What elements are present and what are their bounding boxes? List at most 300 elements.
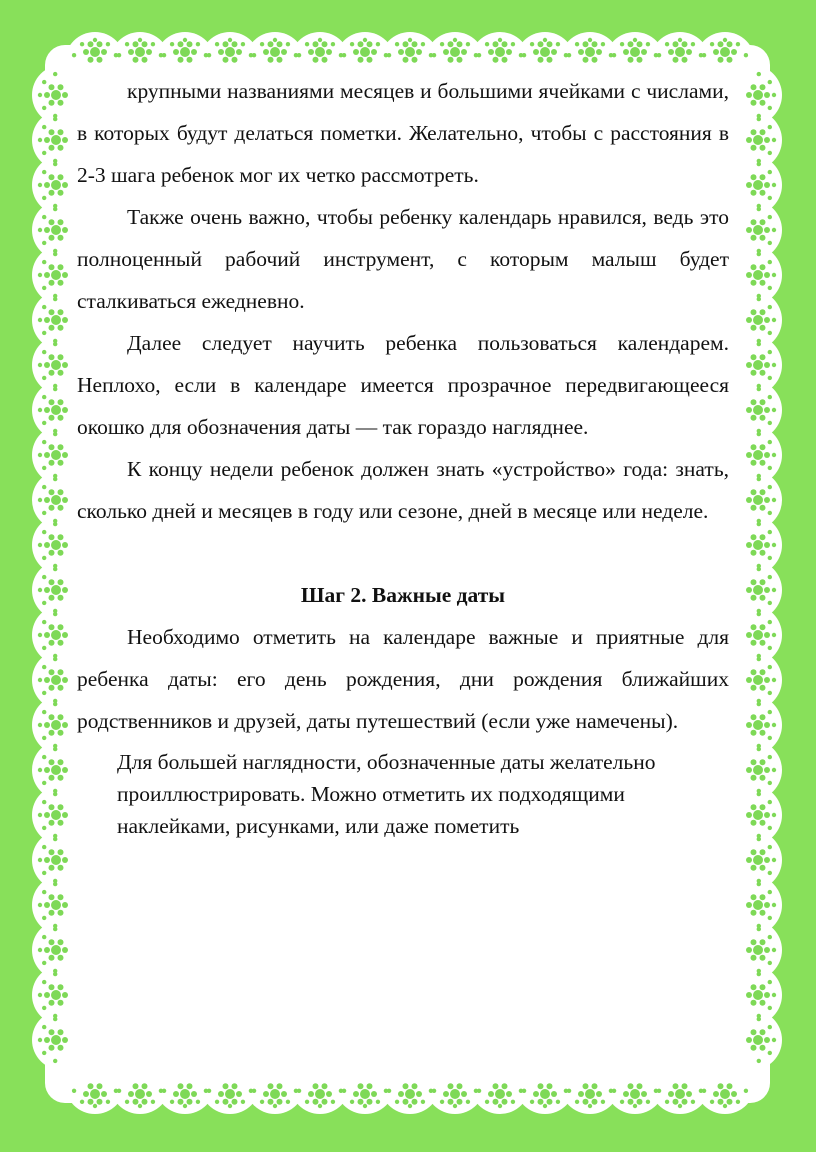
lace-dot: [511, 1100, 515, 1104]
lace-dot: [215, 1100, 219, 1104]
lace-dot: [772, 858, 776, 862]
lace-dot: [757, 747, 761, 751]
lace-dot: [768, 781, 772, 785]
lace-dot: [691, 1100, 695, 1104]
lace-dot: [772, 498, 776, 502]
lace-dot: [252, 53, 256, 57]
lace-dot: [768, 440, 772, 444]
lace-dot: [42, 736, 46, 740]
lace-dot: [768, 601, 772, 605]
lace-dot: [162, 1089, 166, 1093]
lace-dot: [522, 53, 526, 57]
lace-dot: [440, 42, 444, 46]
lace-dot: [42, 350, 46, 354]
lace-dot: [768, 395, 772, 399]
lace-dot: [42, 781, 46, 785]
lace-dot: [768, 106, 772, 110]
lace-dot: [772, 408, 776, 412]
lace-dot: [702, 1089, 706, 1093]
lace-dot: [286, 1100, 290, 1104]
lace-dot: [305, 1100, 309, 1104]
lace-dot: [768, 530, 772, 534]
lace-dot: [38, 723, 42, 727]
lace-dot: [723, 38, 727, 42]
lace-dot: [421, 1100, 425, 1104]
paragraph-child-likes: Также очень важно, чтобы ребенку календарь нравился, ведь это полноценный рабочий инструмент, с которым малыш будет сталкиваться ежедневно.: [77, 205, 729, 313]
lace-dot: [757, 1017, 761, 1021]
lace-dot: [38, 273, 42, 277]
lace-dot: [53, 477, 57, 481]
lace-dot: [93, 1104, 97, 1108]
lace-dot: [665, 1100, 669, 1104]
lace-dot: [80, 1100, 84, 1104]
lace-dot: [757, 297, 761, 301]
lace-dot: [453, 38, 457, 42]
lace-dot: [612, 1089, 616, 1093]
lace-dot: [702, 53, 706, 57]
lace-dot: [72, 53, 76, 57]
lace-dot: [768, 575, 772, 579]
lace-dot: [305, 42, 309, 46]
lace-dot: [772, 903, 776, 907]
lace-dot: [757, 387, 761, 391]
lace-dot: [252, 1089, 256, 1093]
lace-dot: [757, 837, 761, 841]
paragraph-important-dates: Необходимо отметить на календаре важные и приятные для ребенка даты: его день рождения, дни рождения ближайших родственников и друзей, даты путешествий (если уже намечены).: [77, 625, 729, 733]
lace-dot: [646, 42, 650, 46]
lace-dot: [757, 342, 761, 346]
lace-dot: [772, 813, 776, 817]
lace-dot: [768, 286, 772, 290]
lace-dot: [42, 485, 46, 489]
lace-dot: [331, 42, 335, 46]
lace-dot: [772, 543, 776, 547]
lace-dot: [387, 53, 391, 57]
lace-dot: [757, 162, 761, 166]
lace-dot: [757, 207, 761, 211]
lace-dot: [498, 1104, 502, 1108]
lace-dot: [757, 882, 761, 886]
lace-dot: [772, 318, 776, 322]
lace-dot: [772, 723, 776, 727]
lace-dot: [38, 543, 42, 547]
lace-dot: [646, 1100, 650, 1104]
lace-dot: [710, 1100, 714, 1104]
lace-dot: [453, 1104, 457, 1108]
lace-dot: [768, 350, 772, 354]
lace-dot: [53, 1059, 57, 1063]
lace-dot: [42, 170, 46, 174]
lace-dot: [768, 151, 772, 155]
lace-dot: [736, 42, 740, 46]
lace-dot: [38, 678, 42, 682]
lace-dot: [93, 38, 97, 42]
lace-dot: [331, 1100, 335, 1104]
lace-dot: [38, 768, 42, 772]
lace-dot: [138, 1104, 142, 1108]
lace-dot: [183, 38, 187, 42]
lace-dot: [42, 395, 46, 399]
lace-dot: [395, 42, 399, 46]
lace-dot: [42, 106, 46, 110]
lace-dot: [42, 286, 46, 290]
lace-dot: [228, 1104, 232, 1108]
lace-dot: [768, 170, 772, 174]
lace-dot: [42, 241, 46, 245]
lace-dot: [768, 260, 772, 264]
lace-dot: [273, 1104, 277, 1108]
lace-dot: [53, 657, 57, 661]
lace-dot: [543, 1104, 547, 1108]
lace-dot: [318, 38, 322, 42]
lace-dot: [228, 38, 232, 42]
lace-dot: [772, 678, 776, 682]
lace-dot: [757, 432, 761, 436]
lace-dot: [768, 845, 772, 849]
lace-dot: [42, 800, 46, 804]
lace-dot: [768, 241, 772, 245]
lace-dot: [42, 826, 46, 830]
lace-dot: [273, 38, 277, 42]
lace-dot: [768, 935, 772, 939]
lace-dot: [53, 72, 57, 76]
lace-dot: [772, 183, 776, 187]
lace-dot: [80, 42, 84, 46]
lace-dot: [42, 980, 46, 984]
lace-dot: [768, 980, 772, 984]
lace-dot: [477, 1089, 481, 1093]
lace-dot: [42, 916, 46, 920]
lace-dot: [38, 588, 42, 592]
lace-dot: [170, 1100, 174, 1104]
lace-dot: [395, 1100, 399, 1104]
lace-dot: [421, 42, 425, 46]
section-heading: Шаг 2. Важные даты: [300, 583, 506, 607]
lace-dot: [342, 53, 346, 57]
lace-dot: [768, 305, 772, 309]
paragraph-year-structure: К концу недели ребенок должен знать «устройство» года: знать, сколько дней и месяцев в году или сезоне, дней в месяце или неделе.: [77, 457, 729, 523]
lace-dot: [42, 710, 46, 714]
lace-dot: [768, 890, 772, 894]
lace-dot: [575, 1100, 579, 1104]
lace-dot: [38, 633, 42, 637]
lace-dot: [387, 1089, 391, 1093]
lace-dot: [125, 42, 129, 46]
lace-dot: [53, 837, 57, 841]
lace-dot: [42, 961, 46, 965]
lace-dot: [42, 305, 46, 309]
lace-dot: [498, 38, 502, 42]
lace-dot: [768, 421, 772, 425]
lace-dot: [768, 665, 772, 669]
lace-dot: [772, 768, 776, 772]
lace-dot: [106, 42, 110, 46]
lace-dot: [757, 1059, 761, 1063]
lace-dot: [42, 755, 46, 759]
lace-dot: [38, 228, 42, 232]
lace-dot: [42, 691, 46, 695]
paragraph-teach-calendar: Далее следует научить ребенка пользоваться календарем. Неплохо, если в календаре имеется прозрачное передвигающееся окошко для обозначения даты — так гораздо нагляднее.: [77, 331, 729, 439]
lace-dot: [241, 1100, 245, 1104]
lace-dot: [125, 1100, 129, 1104]
lace-dot: [768, 80, 772, 84]
lace-dot: [53, 927, 57, 931]
lace-dot: [588, 38, 592, 42]
lace-dot: [485, 42, 489, 46]
lace-dot: [38, 948, 42, 952]
lace-dot: [376, 1100, 380, 1104]
lace-dot: [183, 1104, 187, 1108]
lace-dot: [342, 1089, 346, 1093]
lace-dot: [620, 1100, 624, 1104]
lace-dot: [38, 138, 42, 142]
lace-dot: [42, 215, 46, 219]
lace-dot: [530, 1100, 534, 1104]
lace-dot: [162, 53, 166, 57]
lace-dot: [42, 421, 46, 425]
lace-dot: [768, 485, 772, 489]
lace-dot: [768, 1006, 772, 1010]
lace-dot: [757, 252, 761, 256]
lace-dot: [601, 42, 605, 46]
lace-dot: [633, 38, 637, 42]
lace-dot: [53, 747, 57, 751]
lace-dot: [772, 93, 776, 97]
lace-dot: [432, 1089, 436, 1093]
lace-dot: [38, 1038, 42, 1042]
lace-dot: [408, 1104, 412, 1108]
lace-dot: [53, 567, 57, 571]
lace-dot: [42, 871, 46, 875]
lace-dot: [53, 342, 57, 346]
lace-dot: [297, 53, 301, 57]
lace-dot: [567, 1089, 571, 1093]
lace-dot: [53, 432, 57, 436]
lace-dot: [768, 961, 772, 965]
lace-dot: [215, 42, 219, 46]
lace-dot: [42, 1051, 46, 1055]
lace-dot: [138, 38, 142, 42]
lace-dot: [768, 736, 772, 740]
lace-dot: [768, 620, 772, 624]
lace-dot: [286, 42, 290, 46]
lace-dot: [768, 826, 772, 830]
lace-dot: [691, 42, 695, 46]
lace-dot: [768, 710, 772, 714]
lace-dot: [408, 38, 412, 42]
lace-dot: [432, 53, 436, 57]
lace-dot: [757, 72, 761, 76]
lace-dot: [38, 903, 42, 907]
lace-dot: [151, 1100, 155, 1104]
lace-dot: [768, 691, 772, 695]
lace-dot: [38, 93, 42, 97]
lace-dot: [42, 440, 46, 444]
lace-dot: [53, 297, 57, 301]
lace-dot: [53, 162, 57, 166]
lace-dot: [768, 196, 772, 200]
lace-dot: [757, 927, 761, 931]
lace-dot: [38, 858, 42, 862]
lace-dot: [772, 633, 776, 637]
lace-dot: [117, 1089, 121, 1093]
lace-dot: [768, 556, 772, 560]
lace-dot: [363, 38, 367, 42]
lace-dot: [42, 646, 46, 650]
lace-dot: [42, 890, 46, 894]
lace-dot: [678, 1104, 682, 1108]
lace-dot: [196, 42, 200, 46]
lace-dot: [588, 1104, 592, 1108]
lace-dot: [772, 273, 776, 277]
lace-dot: [42, 260, 46, 264]
lace-dot: [38, 363, 42, 367]
lace-dot: [530, 42, 534, 46]
lace-dot: [567, 53, 571, 57]
lace-dot: [53, 882, 57, 886]
lace-dot: [612, 53, 616, 57]
lace-dot: [757, 657, 761, 661]
lace-dot: [772, 363, 776, 367]
lace-dot: [723, 1104, 727, 1108]
lace-dot: [556, 1100, 560, 1104]
lace-dot: [768, 1025, 772, 1029]
lace-dot: [601, 1100, 605, 1104]
lace-dot: [665, 42, 669, 46]
lace-dot: [768, 125, 772, 129]
lace-dot: [543, 38, 547, 42]
lace-dot: [241, 42, 245, 46]
lace-dot: [744, 53, 748, 57]
lace-dot: [772, 588, 776, 592]
lace-dot: [757, 972, 761, 976]
lace-dot: [170, 42, 174, 46]
lace-dot: [53, 612, 57, 616]
lace-dot: [42, 1006, 46, 1010]
lace-dot: [522, 1089, 526, 1093]
lace-dot: [53, 252, 57, 256]
lace-dot: [53, 117, 57, 121]
lace-dot: [466, 1100, 470, 1104]
lace-dot: [768, 916, 772, 920]
lace-dot: [657, 53, 661, 57]
lace-dot: [42, 466, 46, 470]
lace-dot: [42, 845, 46, 849]
lace-dot: [757, 702, 761, 706]
lace-dot: [466, 42, 470, 46]
lace-dot: [620, 42, 624, 46]
lace-dot: [42, 601, 46, 605]
lace-dot: [485, 1100, 489, 1104]
lace-dot: [42, 935, 46, 939]
document-body: [77, 70, 729, 842]
lace-dot: [196, 1100, 200, 1104]
lace-dot: [318, 1104, 322, 1108]
lace-dot: [768, 376, 772, 380]
lace-dot: [477, 53, 481, 57]
lace-dot: [42, 376, 46, 380]
lace-dot: [772, 453, 776, 457]
lace-dot: [42, 125, 46, 129]
lace-dot: [350, 42, 354, 46]
lace-dot: [757, 612, 761, 616]
lace-dot: [38, 453, 42, 457]
lace-dot: [260, 1100, 264, 1104]
lace-dot: [42, 1025, 46, 1029]
lace-dot: [772, 948, 776, 952]
lace-dot: [53, 792, 57, 796]
lace-dot: [556, 42, 560, 46]
lace-dot: [38, 318, 42, 322]
lace-dot: [350, 1100, 354, 1104]
lace-dot: [42, 665, 46, 669]
lace-dot: [744, 1089, 748, 1093]
lace-dot: [53, 1017, 57, 1021]
lace-dot: [151, 42, 155, 46]
lace-dot: [42, 556, 46, 560]
lace-dot: [757, 792, 761, 796]
lace-dot: [207, 1089, 211, 1093]
lace-dot: [768, 646, 772, 650]
lace-dot: [757, 117, 761, 121]
lace-dot: [376, 42, 380, 46]
lace-dot: [106, 1100, 110, 1104]
lace-dot: [768, 800, 772, 804]
paragraph-calendar-size: крупными названиями месяцев и большими ячейками с числами, в которых будут делаться пометки. Желательно, чтобы с расстояния в 2-3 шага ребенок мог их четко рассмотреть.: [77, 79, 729, 187]
lace-dot: [38, 498, 42, 502]
lace-dot: [772, 993, 776, 997]
lace-dot: [768, 755, 772, 759]
lace-dot: [38, 813, 42, 817]
lace-dot: [757, 477, 761, 481]
lace-dot: [768, 1051, 772, 1055]
lace-dot: [772, 138, 776, 142]
lace-dot: [657, 1089, 661, 1093]
lace-dot: [117, 53, 121, 57]
lace-dot: [53, 387, 57, 391]
lace-dot: [53, 522, 57, 526]
lace-dot: [207, 53, 211, 57]
lace-dot: [768, 215, 772, 219]
lace-dot: [772, 1038, 776, 1042]
lace-dot: [768, 511, 772, 515]
lace-dot: [575, 42, 579, 46]
lace-dot: [42, 151, 46, 155]
lace-dot: [633, 1104, 637, 1108]
lace-dot: [768, 871, 772, 875]
lace-dot: [53, 207, 57, 211]
lace-dot: [53, 702, 57, 706]
lace-dot: [42, 80, 46, 84]
lace-dot: [710, 42, 714, 46]
lace-dot: [260, 42, 264, 46]
lace-dot: [72, 1089, 76, 1093]
lace-dot: [42, 575, 46, 579]
lace-dot: [42, 530, 46, 534]
lace-dot: [42, 511, 46, 515]
paragraph-illustrate-dates: Для большей наглядности, обозначенные даты желательно проиллюстрировать. Можно отметить их подходящими наклейками, рисунками, или даже пометить: [117, 750, 656, 838]
lace-dot: [53, 972, 57, 976]
lace-dot: [440, 1100, 444, 1104]
lace-dot: [757, 522, 761, 526]
lace-dot: [736, 1100, 740, 1104]
lace-dot: [768, 331, 772, 335]
lace-dot: [768, 466, 772, 470]
lace-dot: [678, 38, 682, 42]
lace-dot: [38, 993, 42, 997]
lace-dot: [363, 1104, 367, 1108]
lace-dot: [42, 331, 46, 335]
